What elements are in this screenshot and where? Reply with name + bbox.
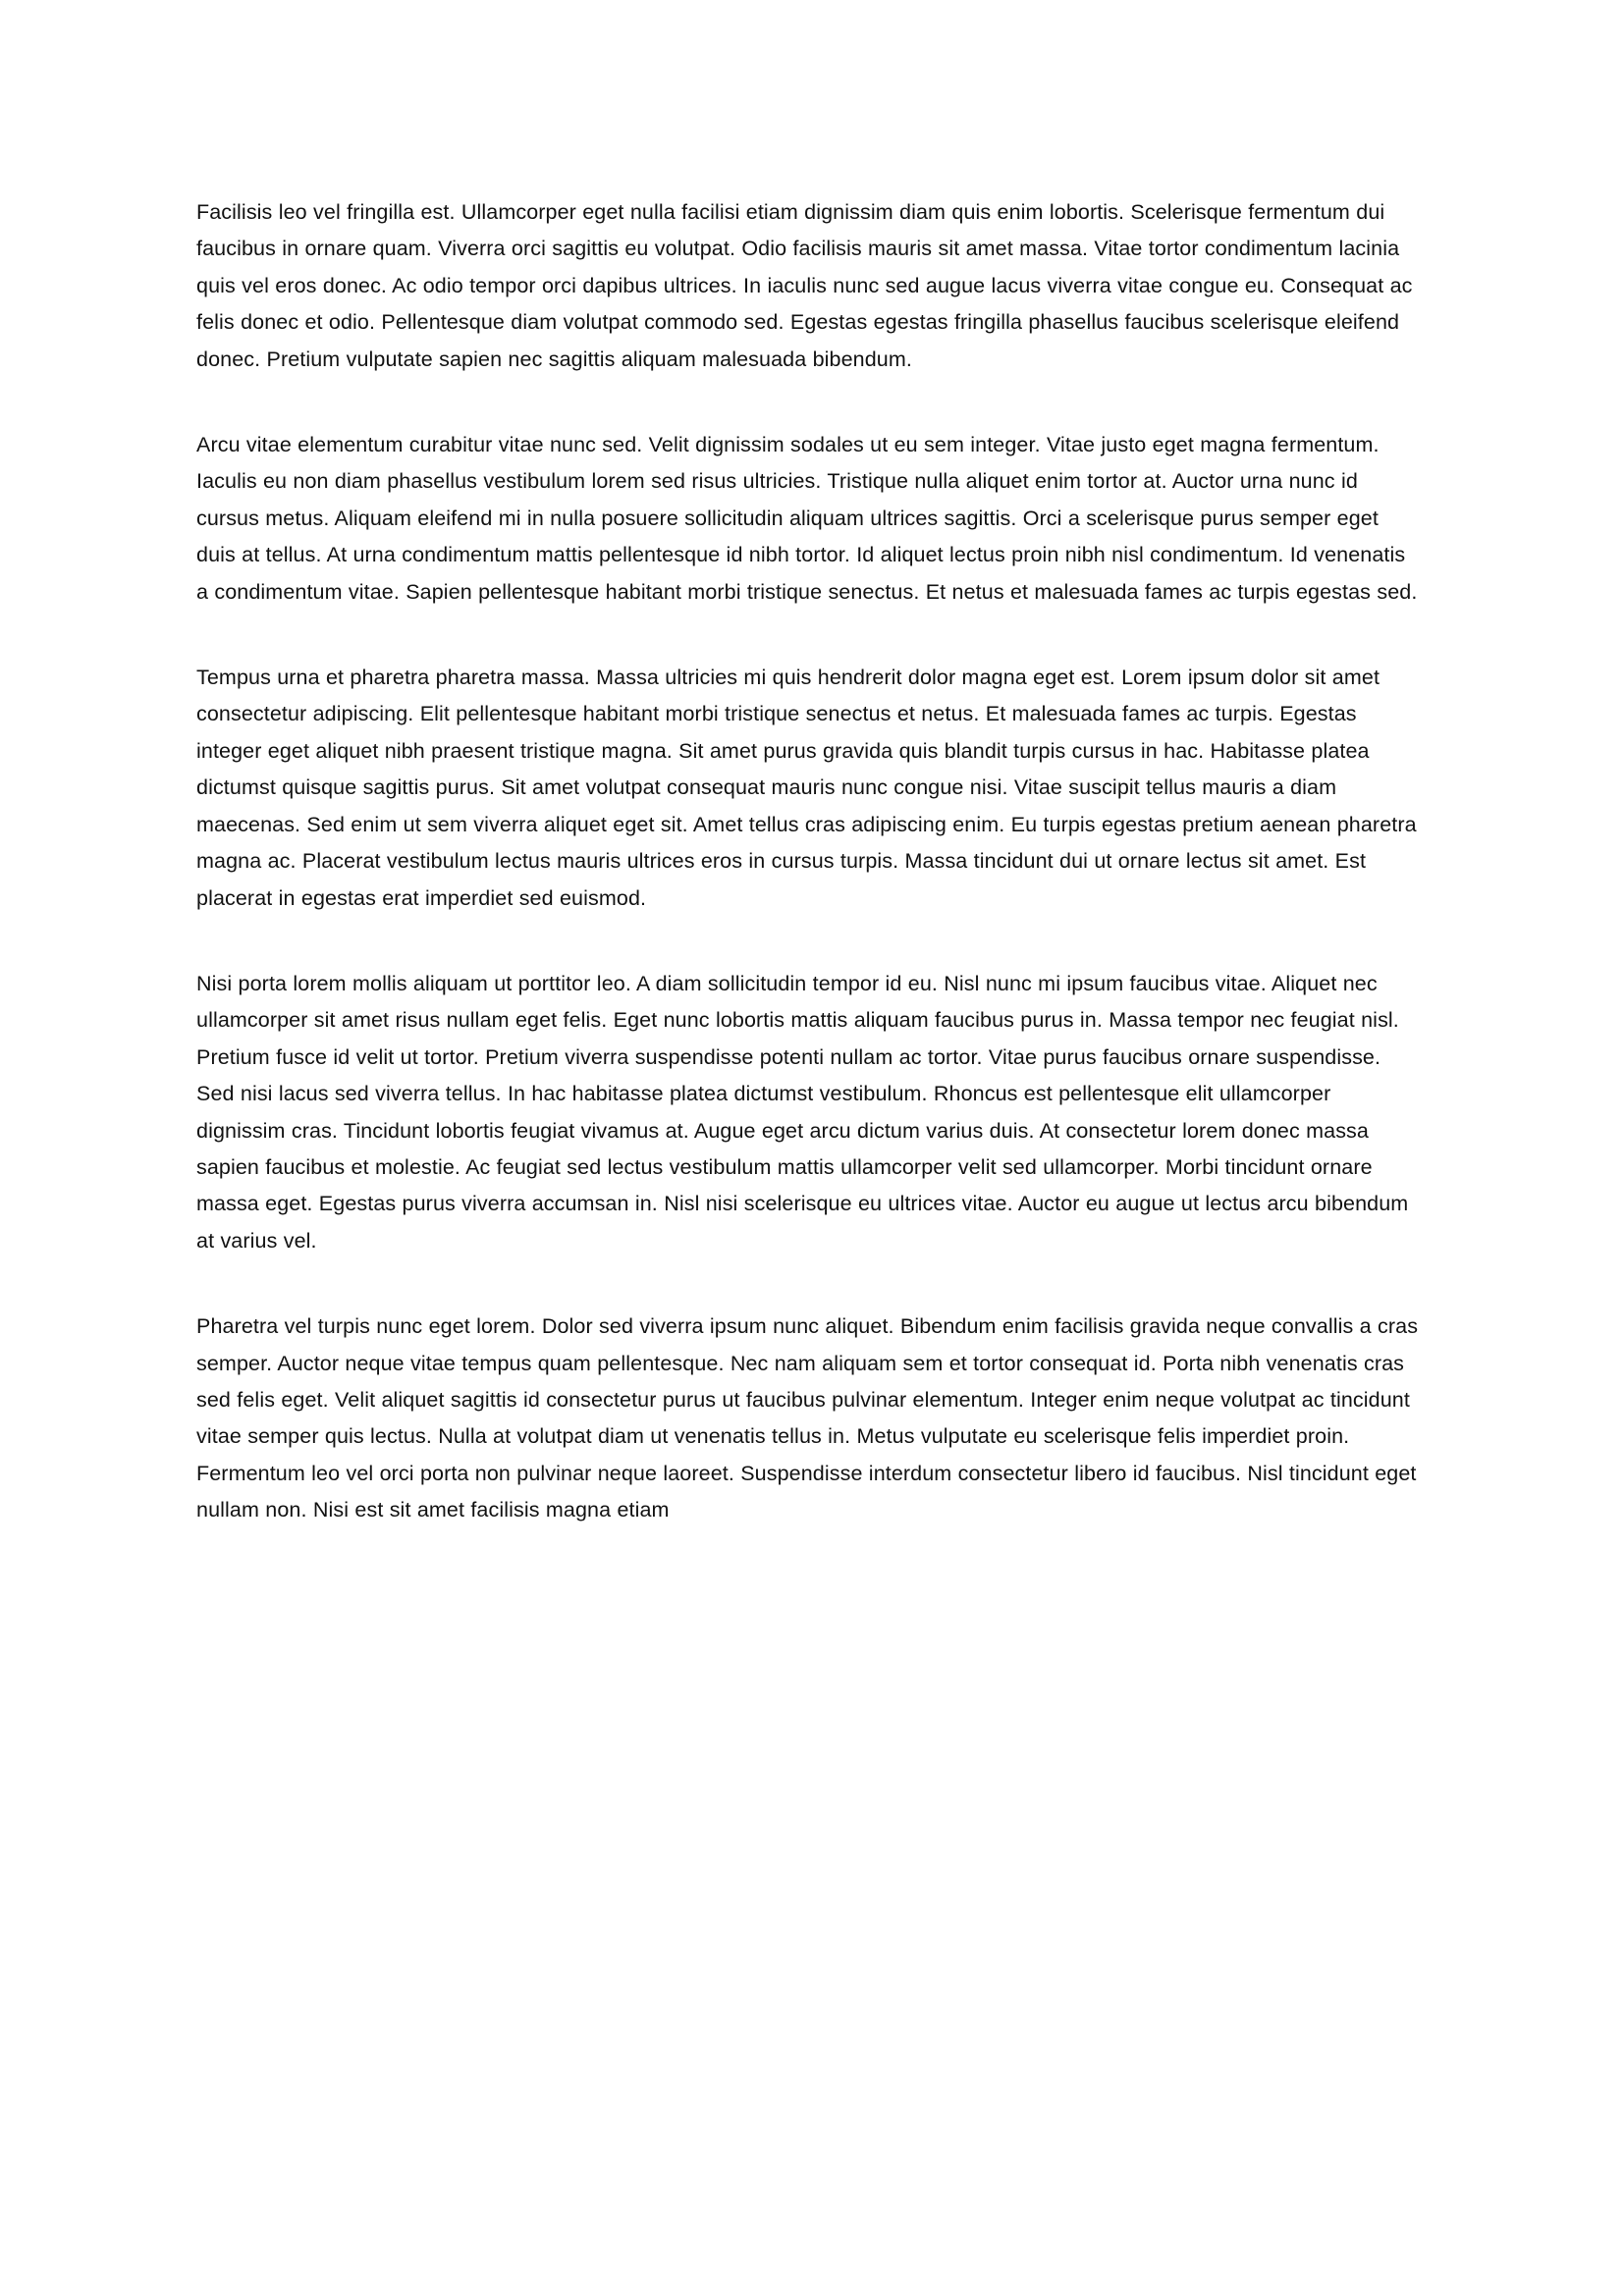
document-body [196,194,1423,1529]
paragraph: Pharetra vel turpis nunc eget lorem. Dolor sed viverra ipsum nunc aliquet. Bibendum enim facilisis gravida neque convallis a cras semper. Auctor neque vitae tempus quam pellentesque. Nec nam aliquam sem et tortor consequat id. Porta nibh venenatis cras sed felis eget. Velit aliquet sagittis id consectetur purus ut faucibus pulvinar elementum. Integer enim neque volutpat ac tincidunt vitae semper quis lectus. Nulla at volutpat diam ut venenatis tellus in. Metus vulputate eu scelerisque felis imperdiet proin. Fermentum leo vel orci porta non pulvinar neque laoreet. Suspendisse interdum consectetur libero id faucibus. Nisl tincidunt eget nullam non. Nisi est sit amet facilisis magna etiam [196,1314,1419,1522]
paragraph: Facilisis leo vel fringilla est. Ullamcorper eget nulla facilisi etiam dignissim diam quis enim lobortis. Scelerisque fermentum dui faucibus in ornare quam. Viverra orci sagittis eu volutpat. Odio facilisis mauris sit amet massa. Vitae tortor condimentum lacinia quis vel eros donec. Ac odio tempor orci dapibus ultrices. In iaculis nunc sed augue lacus viverra vitae congue eu. Consequat ac felis donec et odio. Pellentesque diam volutpat commodo sed. Egestas egestas fringilla phasellus faucibus scelerisque eleifend donec. Pretium vulputate sapien nec sagittis aliquam malesuada bibendum. [196,200,1413,371]
paragraph: Tempus urna et pharetra pharetra massa. Massa ultricies mi quis hendrerit dolor magna eget est. Lorem ipsum dolor sit amet consectetur adipiscing. Elit pellentesque habitant morbi tristique senectus et netus. Et malesuada fames ac turpis. Egestas integer eget aliquet nibh praesent tristique magna. Sit amet purus gravida quis blandit turpis cursus in hac. Habitasse platea dictumst quisque sagittis purus. Sit amet volutpat consequat mauris nunc congue nisi. Vitae suscipit tellus mauris a diam maecenas. Sed enim ut sem viverra aliquet eget sit. Amet tellus cras adipiscing enim. Eu turpis egestas pretium aenean pharetra magna ac. Placerat vestibulum lectus mauris ultrices eros in cursus turpis. Massa tincidunt dui ut ornare lectus sit amet. Est placerat in egestas erat imperdiet sed euismod. [196,666,1417,910]
paragraph: Arcu vitae elementum curabitur vitae nunc sed. Velit dignissim sodales ut eu sem integer. Vitae justo eget magna fermentum. Iaculis eu non diam phasellus vestibulum lorem sed risus ultricies. Tristique nulla aliquet enim tortor at. Auctor urna nunc id cursus metus. Aliquam eleifend mi in nulla posuere sollicitudin aliquam ultrices sagittis. Orci a scelerisque purus semper eget duis at tellus. At urna condimentum mattis pellentesque id nibh tortor. Id aliquet lectus proin nibh nisl condimentum. Id venenatis a condimentum vitae. Sapien pellentesque habitant morbi tristique senectus. Et netus et malesuada fames ac turpis egestas sed. [196,433,1418,604]
paragraph: Nisi porta lorem mollis aliquam ut porttitor leo. A diam sollicitudin tempor id eu. Nisl nunc mi ipsum faucibus vitae. Aliquet nec ullamcorper sit amet risus nullam eget felis. Eget nunc lobortis mattis aliquam faucibus purus in. Massa tempor nec feugiat nisl. Pretium fusce id velit ut tortor. Pretium viverra suspendisse potenti nullam ac tortor. Vitae purus faucibus ornare suspendisse. Sed nisi lacus sed viverra tellus. In hac habitasse platea dictumst vestibulum. Rhoncus est pellentesque elit ullamcorper dignissim cras. Tincidunt lobortis feugiat vivamus at. Augue eget arcu dictum varius duis. At consectetur lorem donec massa sapien faucibus et molestie. Ac feugiat sed lectus vestibulum mattis ullamcorper velit sed ullamcorper. Morbi tincidunt ornare massa eget. Egestas purus viverra accumsan in. Nisl nisi scelerisque eu ultrices vitae. Auctor eu augue ut lectus arcu bibendum at varius vel. [196,971,1409,1253]
